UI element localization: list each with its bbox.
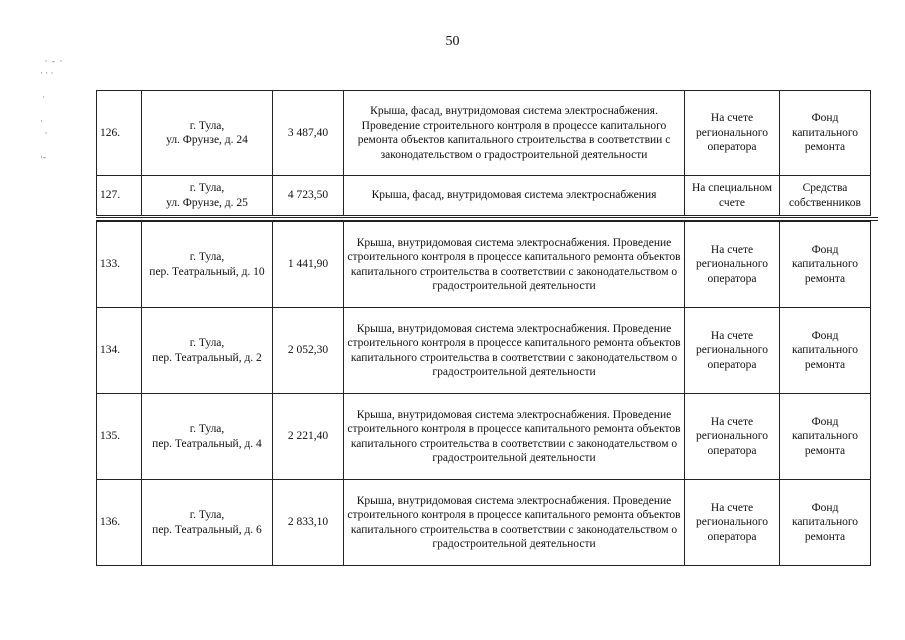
works-description: Крыша, внутридомовая система электроснабжения. Проведение строительного контроля в процессе капитального ремонта объектов капитального строительства в соответствии с законодательством о градостроительной деятельности: [344, 394, 685, 480]
funding-source: Фонд капитального ремонта: [780, 222, 871, 308]
row-number: 133.: [97, 222, 142, 308]
row-number: 135.: [97, 394, 142, 480]
funding-source: Фонд капитального ремонта: [780, 91, 871, 176]
address-city: г. Тула,: [189, 509, 225, 521]
repair-register-table-top: [96, 90, 871, 216]
address-city: г. Тула,: [189, 337, 225, 349]
row-number: 127.: [97, 176, 142, 216]
address-street: ул. Фрунзе, д. 24: [166, 134, 248, 146]
table-row: [97, 176, 871, 216]
address-city: г. Тула,: [189, 119, 225, 132]
account-type: На счете регионального оператора: [685, 480, 780, 566]
address-cell: [142, 394, 273, 480]
address-city: г. Тула,: [189, 251, 225, 263]
address-cell: [142, 176, 273, 216]
row-number: 126.: [97, 91, 142, 176]
cost-cell: 2 221,40: [273, 394, 344, 480]
table-row: [97, 308, 871, 394]
cost-cell: 4 723,50: [273, 176, 344, 216]
table-row: [97, 480, 871, 566]
funding-source: Фонд капитального ремонта: [780, 480, 871, 566]
funding-source: Фонд капитального ремонта: [780, 308, 871, 394]
cost-cell: 2 833,10: [273, 480, 344, 566]
scan-margin-marks: · - · · · · · · · ·-: [40, 56, 63, 162]
address-cell: [142, 480, 273, 566]
cost-cell: 2 052,30: [273, 308, 344, 394]
account-type: На счете регионального оператора: [685, 394, 780, 480]
address-street: пер. Театральный, д. 2: [152, 351, 262, 364]
address-street: пер. Театральный, д. 10: [149, 265, 265, 278]
address-street: пер. Театральный, д. 6: [152, 523, 262, 536]
address-cell: [142, 308, 273, 394]
table-row: [97, 222, 871, 308]
page-number: 50: [445, 34, 460, 49]
works-description: Крыша, фасад, внутридомовая система электроснабжения. Проведение строительного контроля в процессе капитального ремонта объектов капитального строительства в соответствии с законодательством о градостроительной деятельности: [344, 91, 685, 176]
repair-register-table-bottom: [96, 221, 871, 566]
address-city: г. Тула,: [189, 182, 225, 194]
works-description: Крыша, фасад, внутридомовая система электроснабжения: [344, 176, 685, 216]
works-description: Крыша, внутридомовая система электроснабжения. Проведение строительного контроля в процессе капитального ремонта объектов капитального строительства в соответствии с законодательством о градостроительной деятельности: [344, 308, 685, 394]
address-cell: [142, 91, 273, 176]
address-cell: [142, 222, 273, 308]
account-type: На счете регионального оператора: [685, 308, 780, 394]
funding-source: Средства собственников: [780, 176, 871, 216]
works-description: Крыша, внутридомовая система электроснабжения. Проведение строительного контроля в процессе капитального ремонта объектов капитального строительства в соответствии с законодательством о градостроительной деятельности: [344, 480, 685, 566]
account-type: На счете регионального оператора: [685, 91, 780, 176]
row-number: 134.: [97, 308, 142, 394]
address-street: пер. Театральный, д. 4: [152, 437, 262, 450]
cost-cell: 1 441,90: [273, 222, 344, 308]
funding-source: Фонд капитального ремонта: [780, 394, 871, 480]
cost-cell: 3 487,40: [273, 91, 344, 176]
table-row: [97, 91, 871, 176]
address-city: г. Тула,: [189, 423, 225, 435]
row-number: 136.: [97, 480, 142, 566]
account-type: На счете регионального оператора: [685, 222, 780, 308]
address-street: ул. Фрунзе, д. 25: [166, 196, 248, 209]
works-description: Крыша, внутридомовая система электроснабжения. Проведение строительного контроля в процессе капитального ремонта объектов капитального строительства в соответствии с законодательством о градостроительной деятельности: [344, 222, 685, 308]
account-type: На специальном счете: [685, 176, 780, 216]
table-row: [97, 394, 871, 480]
